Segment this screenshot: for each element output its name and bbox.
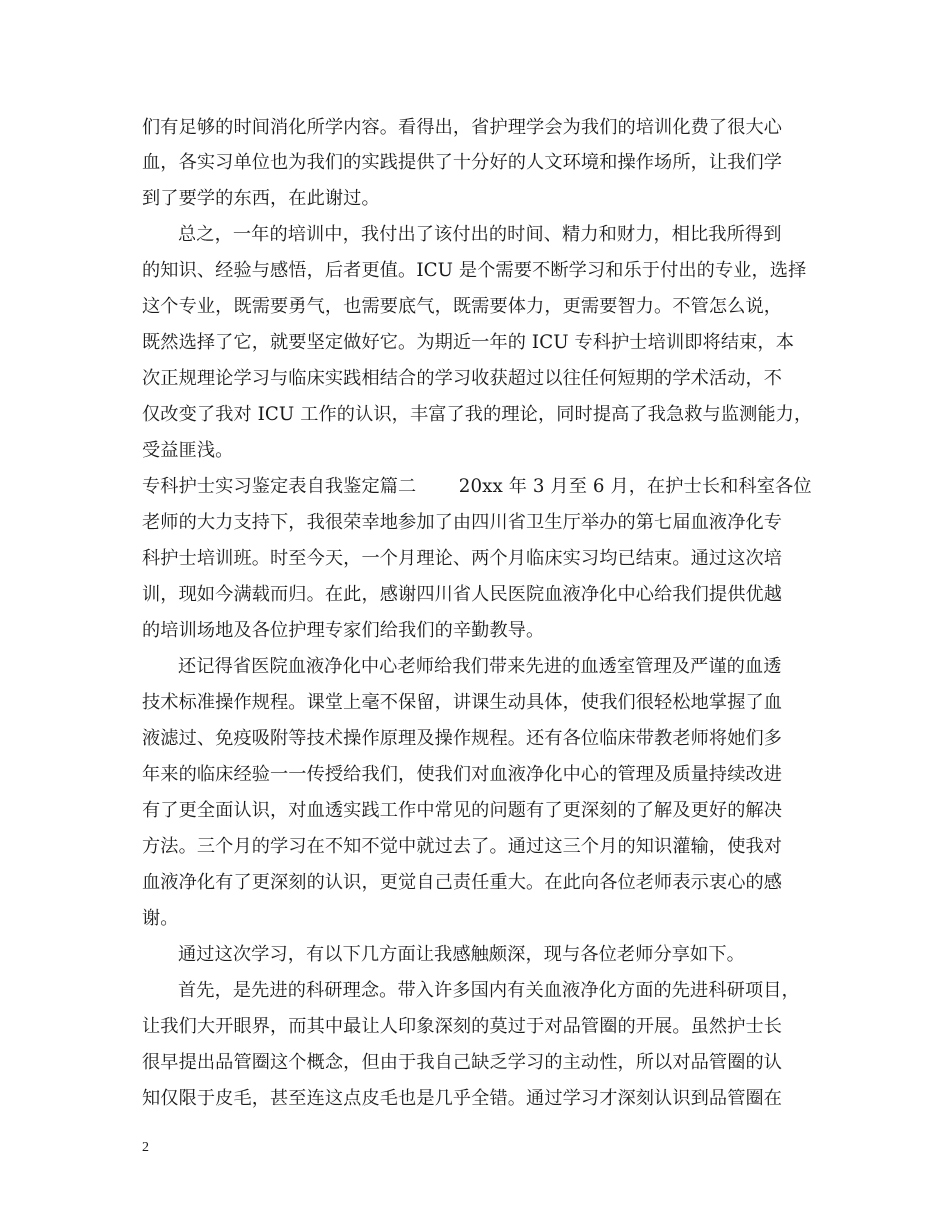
- text-line: 总之，一年的培训中，我付出了该付出的时间、精力和财力，相比我所得到: [178, 224, 782, 245]
- text-line: 方法。三个月的学习在不知不觉中就过去了。通过这三个月的知识灌输，使我对: [142, 836, 783, 857]
- text-line: 还记得省医院血液净化中心老师给我们带来先进的血透室管理及严谨的血透: [178, 656, 782, 677]
- text-line: 们有足够的时间消化所学内容。看得出，省护理学会为我们的培训化费了很大心: [142, 117, 783, 138]
- text-line: 训，现如今满载而归。在此，感谢四川省人民医院血液净化中心给我们提供优越: [142, 584, 783, 605]
- text-line: 知仅限于皮毛，甚至连这点皮毛也是几乎全错。通过学习才深刻认识到品管圈在: [142, 1088, 783, 1109]
- text-line: 有了更全面认识，对血透实践工作中常见的问题有了更深刻的了解及更好的解决: [142, 800, 783, 821]
- text-line: 次正规理论学习与临床实践相结合的学习收获超过以往任何短期的学术活动，不: [142, 368, 783, 389]
- text-line: 很早提出品管圈这个概念，但由于我自己缺乏学习的主动性，所以对品管圈的认: [142, 1052, 783, 1073]
- text-line: 的知识、经验与感悟，后者更值。ICU 是个需要不断学习和乐于付出的专业，选择: [142, 260, 807, 281]
- text-line: 首先，是先进的科研理念。带入许多国内有关血液净化方面的先进科研项目，: [178, 980, 800, 1001]
- text-line: 液滤过、免疫吸附等技术操作原理及操作规程。还有各位临床带教老师将她们多: [142, 728, 783, 749]
- text-line: 老师的大力支持下，我很荣幸地参加了由四川省卫生厅举办的第七届血液净化专: [142, 512, 783, 533]
- text-line: 血，各实习单位也为我们的实践提供了十分好的人文环境和操作场所，让我们学: [142, 152, 783, 173]
- text-line: 的培训场地及各位护理专家们给我们的辛勤教导。: [142, 620, 545, 641]
- text-line: 年来的临床经验一一传授给我们，使我们对血液净化中心的管理及质量持续改进: [142, 764, 783, 785]
- text-line: 通过这次学习，有以下几方面让我感触颇深，现与各位老师分享如下。: [178, 944, 745, 965]
- page-number: 2: [142, 1140, 149, 1155]
- section-heading-line: 专科护士实习鉴定表自我鉴定篇二 20xx 年 3 月至 6 月，在护士长和科室各位: [142, 476, 812, 497]
- text-line: 血液净化有了更深刻的认识，更觉自己责任重大。在此向各位老师表示衷心的感: [142, 872, 783, 893]
- text-line: 受益匪浅。: [142, 440, 234, 461]
- text-line: 技术标准操作规程。课堂上毫不保留，讲课生动具体，使我们很轻松地掌握了血: [142, 692, 783, 713]
- text-line: 科护士培训班。时至今天，一个月理论、两个月临床实习均已结束。通过这次培: [142, 548, 783, 569]
- text-line: 让我们大开眼界，而其中最让人印象深刻的莫过于对品管圈的开展。虽然护士长: [142, 1016, 783, 1037]
- text-line: 到了要学的东西，在此谢过。: [142, 188, 380, 209]
- text-line: 谢。: [142, 908, 179, 929]
- text-line: 仅改变了我对 ICU 工作的认识，丰富了我的理论，同时提高了我急救与监测能力，: [142, 404, 813, 425]
- text-line: 这个专业，既需要勇气，也需要底气，既需要体力，更需要智力。不管怎么说，: [142, 296, 783, 317]
- text-line: 既然选择了它，就要坚定做好它。为期近一年的 ICU 专科护士培训即将结束，本: [142, 332, 794, 353]
